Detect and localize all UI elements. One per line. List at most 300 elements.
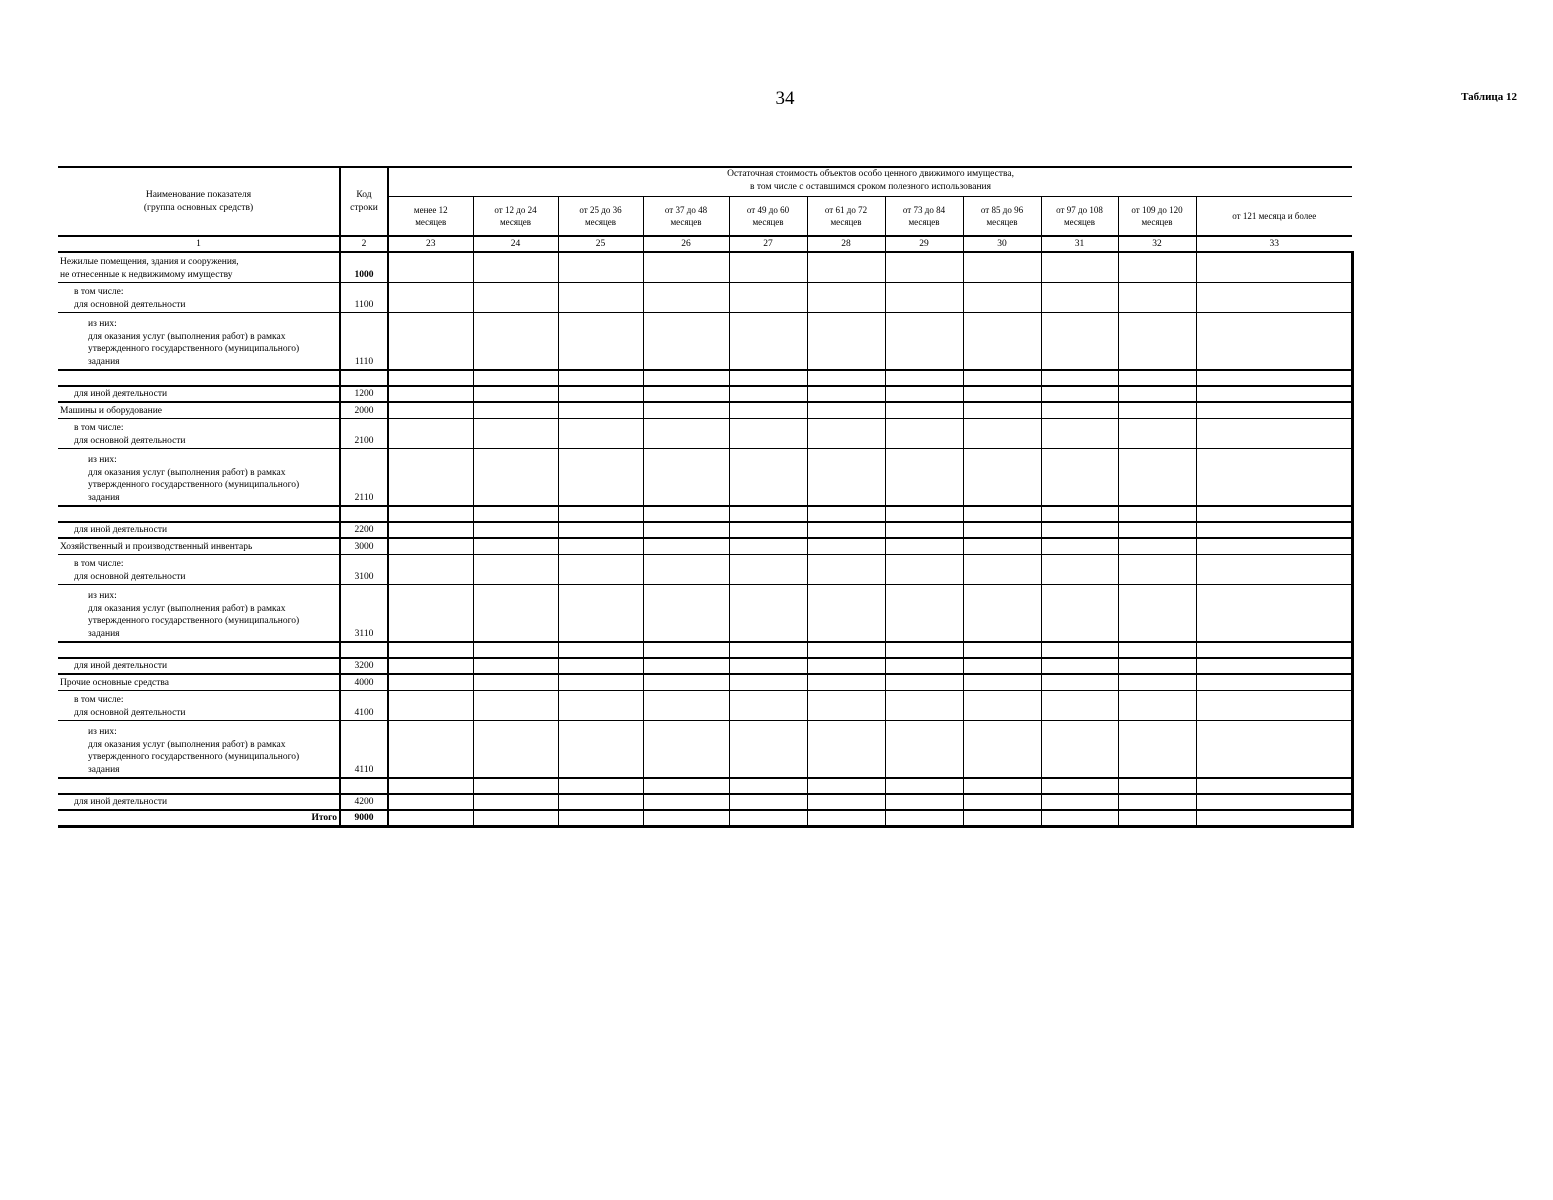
value-cell-32[interactable] xyxy=(1118,402,1196,418)
value-cell-27[interactable] xyxy=(729,252,807,282)
row-name-line: из них: xyxy=(88,318,117,329)
value-cell-24[interactable] xyxy=(473,794,558,810)
value-cell-28[interactable] xyxy=(807,720,885,778)
value-cell-31[interactable] xyxy=(1041,674,1118,690)
value-cell-24[interactable] xyxy=(473,538,558,554)
table-row xyxy=(58,778,1352,794)
value-cell-30[interactable] xyxy=(963,418,1041,448)
value-cell-25[interactable] xyxy=(558,506,643,522)
value-cell-26[interactable] xyxy=(643,522,729,538)
value-cell-30[interactable] xyxy=(963,642,1041,658)
value-cell-31[interactable] xyxy=(1041,506,1118,522)
table-row xyxy=(58,810,1352,826)
value-cell-26[interactable] xyxy=(643,506,729,522)
row-code xyxy=(340,778,388,794)
value-cell-28[interactable] xyxy=(807,522,885,538)
value-cell-33[interactable] xyxy=(1196,658,1352,674)
value-cell-25[interactable] xyxy=(558,448,643,506)
value-cell-27[interactable] xyxy=(729,538,807,554)
value-cell-28[interactable] xyxy=(807,506,885,522)
value-cell-27[interactable] xyxy=(729,312,807,370)
header-period-4 xyxy=(643,197,729,237)
column-number-32: 32 xyxy=(1118,236,1196,252)
value-cell-30[interactable] xyxy=(963,402,1041,418)
value-cell-29[interactable] xyxy=(885,658,963,674)
row-code: 3110 xyxy=(340,584,388,642)
value-cell-30[interactable] xyxy=(963,658,1041,674)
header-period-line1: от 73 до 84 xyxy=(902,204,946,215)
value-cell-27[interactable] xyxy=(729,506,807,522)
value-cell-24[interactable] xyxy=(473,370,558,386)
value-cell-28[interactable] xyxy=(807,642,885,658)
row-code: 3100 xyxy=(340,554,388,584)
row-code: 2100 xyxy=(340,418,388,448)
value-cell-31[interactable] xyxy=(1041,282,1118,312)
value-cell-25[interactable] xyxy=(558,538,643,554)
row-code xyxy=(340,506,388,522)
value-cell-30[interactable] xyxy=(963,282,1041,312)
value-cell-30[interactable] xyxy=(963,794,1041,810)
value-cell-30[interactable] xyxy=(963,554,1041,584)
row-name-line: в том числе: xyxy=(74,694,124,705)
value-cell-23[interactable] xyxy=(388,522,473,538)
value-cell-29[interactable] xyxy=(885,642,963,658)
value-cell-31[interactable] xyxy=(1041,418,1118,448)
value-cell-33[interactable] xyxy=(1196,554,1352,584)
value-cell-27[interactable] xyxy=(729,720,807,778)
value-cell-30[interactable] xyxy=(963,720,1041,778)
value-cell-28[interactable] xyxy=(807,810,885,826)
value-cell-31[interactable] xyxy=(1041,370,1118,386)
value-cell-27[interactable] xyxy=(729,370,807,386)
value-cell-29[interactable] xyxy=(885,522,963,538)
value-cell-23[interactable] xyxy=(388,312,473,370)
value-cell-23[interactable] xyxy=(388,506,473,522)
value-cell-28[interactable] xyxy=(807,386,885,402)
value-cell-30[interactable] xyxy=(963,778,1041,794)
value-cell-27[interactable] xyxy=(729,642,807,658)
value-cell-32[interactable] xyxy=(1118,794,1196,810)
value-cell-32[interactable] xyxy=(1118,642,1196,658)
value-cell-26[interactable] xyxy=(643,584,729,642)
value-cell-33[interactable] xyxy=(1196,720,1352,778)
row-name-line: утвержденного государственного (муниципального) xyxy=(88,616,300,627)
value-cell-32[interactable] xyxy=(1118,584,1196,642)
value-cell-33[interactable] xyxy=(1196,370,1352,386)
value-cell-33[interactable] xyxy=(1196,538,1352,554)
value-cell-33[interactable] xyxy=(1196,584,1352,642)
value-cell-27[interactable] xyxy=(729,522,807,538)
value-cell-32[interactable] xyxy=(1118,252,1196,282)
value-cell-33[interactable] xyxy=(1196,674,1352,690)
value-cell-33[interactable] xyxy=(1196,642,1352,658)
value-cell-23[interactable] xyxy=(388,554,473,584)
value-cell-26[interactable] xyxy=(643,312,729,370)
value-cell-23[interactable] xyxy=(388,418,473,448)
value-cell-33[interactable] xyxy=(1196,506,1352,522)
value-cell-33[interactable] xyxy=(1196,810,1352,826)
value-cell-24[interactable] xyxy=(473,554,558,584)
value-cell-31[interactable] xyxy=(1041,690,1118,720)
value-cell-23[interactable] xyxy=(388,402,473,418)
row-name-line: утвержденного государственного (муниципального) xyxy=(88,480,300,491)
row-name xyxy=(58,794,340,810)
value-cell-28[interactable] xyxy=(807,538,885,554)
value-cell-27[interactable] xyxy=(729,402,807,418)
value-cell-25[interactable] xyxy=(558,402,643,418)
value-cell-29[interactable] xyxy=(885,370,963,386)
value-cell-28[interactable] xyxy=(807,674,885,690)
value-cell-26[interactable] xyxy=(643,690,729,720)
value-cell-33[interactable] xyxy=(1196,794,1352,810)
value-cell-29[interactable] xyxy=(885,810,963,826)
value-cell-30[interactable] xyxy=(963,252,1041,282)
value-cell-24[interactable] xyxy=(473,282,558,312)
value-cell-28[interactable] xyxy=(807,584,885,642)
header-row-1 xyxy=(58,167,1352,197)
table-row xyxy=(58,282,1352,312)
value-cell-33[interactable] xyxy=(1196,690,1352,720)
row-code: 1110 xyxy=(340,312,388,370)
value-cell-27[interactable] xyxy=(729,386,807,402)
value-cell-27[interactable] xyxy=(729,778,807,794)
value-cell-31[interactable] xyxy=(1041,642,1118,658)
value-cell-30[interactable] xyxy=(963,448,1041,506)
value-cell-29[interactable] xyxy=(885,538,963,554)
value-cell-25[interactable] xyxy=(558,642,643,658)
value-cell-26[interactable] xyxy=(643,658,729,674)
value-cell-29[interactable] xyxy=(885,778,963,794)
row-name xyxy=(58,720,340,778)
value-cell-28[interactable] xyxy=(807,658,885,674)
value-cell-26[interactable] xyxy=(643,720,729,778)
table-row xyxy=(58,584,1352,642)
row-name-line: Хозяйственный и производственный инвентарь xyxy=(60,541,253,552)
value-cell-29[interactable] xyxy=(885,418,963,448)
value-cell-31[interactable] xyxy=(1041,778,1118,794)
value-cell-33[interactable] xyxy=(1196,386,1352,402)
value-cell-29[interactable] xyxy=(885,312,963,370)
value-cell-32[interactable] xyxy=(1118,282,1196,312)
value-cell-25[interactable] xyxy=(558,584,643,642)
header-period-line2: месяцев xyxy=(752,217,784,227)
value-cell-27[interactable] xyxy=(729,810,807,826)
value-cell-33[interactable] xyxy=(1196,522,1352,538)
row-name xyxy=(58,370,340,386)
value-cell-31[interactable] xyxy=(1041,538,1118,554)
value-cell-25[interactable] xyxy=(558,418,643,448)
value-cell-26[interactable] xyxy=(643,810,729,826)
row-name xyxy=(58,252,340,282)
value-cell-32[interactable] xyxy=(1118,370,1196,386)
value-cell-26[interactable] xyxy=(643,794,729,810)
value-cell-23[interactable] xyxy=(388,448,473,506)
value-cell-31[interactable] xyxy=(1041,658,1118,674)
value-cell-23[interactable] xyxy=(388,658,473,674)
row-name xyxy=(58,522,340,538)
value-cell-26[interactable] xyxy=(643,674,729,690)
value-cell-23[interactable] xyxy=(388,252,473,282)
header-period-6 xyxy=(807,197,885,237)
table-row xyxy=(58,522,1352,538)
value-cell-26[interactable] xyxy=(643,778,729,794)
value-cell-31[interactable] xyxy=(1041,386,1118,402)
value-cell-25[interactable] xyxy=(558,658,643,674)
row-name-line: не отнесенные к недвижимому имуществу xyxy=(60,269,233,280)
value-cell-28[interactable] xyxy=(807,282,885,312)
value-cell-24[interactable] xyxy=(473,658,558,674)
value-cell-30[interactable] xyxy=(963,538,1041,554)
value-cell-23[interactable] xyxy=(388,794,473,810)
value-cell-25[interactable] xyxy=(558,312,643,370)
value-cell-24[interactable] xyxy=(473,522,558,538)
value-cell-23[interactable] xyxy=(388,674,473,690)
value-cell-31[interactable] xyxy=(1041,522,1118,538)
value-cell-31[interactable] xyxy=(1041,448,1118,506)
value-cell-24[interactable] xyxy=(473,810,558,826)
value-cell-29[interactable] xyxy=(885,448,963,506)
value-cell-23[interactable] xyxy=(388,282,473,312)
value-cell-26[interactable] xyxy=(643,538,729,554)
value-cell-30[interactable] xyxy=(963,386,1041,402)
value-cell-32[interactable] xyxy=(1118,674,1196,690)
value-cell-24[interactable] xyxy=(473,386,558,402)
value-cell-30[interactable] xyxy=(963,810,1041,826)
header-code-line2: строки xyxy=(350,202,378,213)
value-cell-33[interactable] xyxy=(1196,418,1352,448)
value-cell-32[interactable] xyxy=(1118,778,1196,794)
value-cell-24[interactable] xyxy=(473,778,558,794)
row-name-line: в том числе: xyxy=(74,286,124,297)
row-name-line: для оказания услуг (выполнения работ) в рамках xyxy=(88,467,286,478)
value-cell-33[interactable] xyxy=(1196,448,1352,506)
value-cell-24[interactable] xyxy=(473,418,558,448)
value-cell-33[interactable] xyxy=(1196,252,1352,282)
value-cell-23[interactable] xyxy=(388,370,473,386)
value-cell-25[interactable] xyxy=(558,778,643,794)
value-cell-27[interactable] xyxy=(729,690,807,720)
header-period-line1: от 121 месяца и более xyxy=(1232,210,1317,221)
value-cell-27[interactable] xyxy=(729,418,807,448)
row-name-line: задания xyxy=(88,629,120,640)
value-cell-28[interactable] xyxy=(807,312,885,370)
value-cell-25[interactable] xyxy=(558,690,643,720)
header-period-2 xyxy=(473,197,558,237)
value-cell-32[interactable] xyxy=(1118,386,1196,402)
row-name-line: для иной деятельности xyxy=(74,389,168,400)
table-row xyxy=(58,386,1352,402)
value-cell-23[interactable] xyxy=(388,386,473,402)
value-cell-24[interactable] xyxy=(473,312,558,370)
row-code: 3000 xyxy=(340,538,388,554)
value-cell-26[interactable] xyxy=(643,418,729,448)
value-cell-33[interactable] xyxy=(1196,282,1352,312)
value-cell-29[interactable] xyxy=(885,282,963,312)
value-cell-32[interactable] xyxy=(1118,506,1196,522)
row-code: 2200 xyxy=(340,522,388,538)
value-cell-31[interactable] xyxy=(1041,312,1118,370)
value-cell-31[interactable] xyxy=(1041,794,1118,810)
row-name-line: для иной деятельности xyxy=(74,525,168,536)
table-row xyxy=(58,794,1352,810)
column-number-30: 30 xyxy=(963,236,1041,252)
value-cell-28[interactable] xyxy=(807,252,885,282)
value-cell-25[interactable] xyxy=(558,282,643,312)
row-code: 1000 xyxy=(340,252,388,282)
value-cell-32[interactable] xyxy=(1118,554,1196,584)
row-name xyxy=(58,418,340,448)
value-cell-25[interactable] xyxy=(558,386,643,402)
value-cell-23[interactable] xyxy=(388,720,473,778)
column-number-row xyxy=(58,236,1352,252)
row-name-line: из них: xyxy=(88,726,117,737)
value-cell-29[interactable] xyxy=(885,252,963,282)
value-cell-28[interactable] xyxy=(807,554,885,584)
value-cell-23[interactable] xyxy=(388,642,473,658)
header-period-line2: месяцев xyxy=(499,217,532,227)
value-cell-32[interactable] xyxy=(1118,810,1196,826)
value-cell-33[interactable] xyxy=(1196,778,1352,794)
header-period-line2: месяцев xyxy=(1063,217,1096,227)
value-cell-30[interactable] xyxy=(963,584,1041,642)
value-cell-24[interactable] xyxy=(473,448,558,506)
value-cell-29[interactable] xyxy=(885,720,963,778)
value-cell-27[interactable] xyxy=(729,794,807,810)
value-cell-27[interactable] xyxy=(729,282,807,312)
value-cell-26[interactable] xyxy=(643,370,729,386)
value-cell-29[interactable] xyxy=(885,386,963,402)
value-cell-23[interactable] xyxy=(388,584,473,642)
value-cell-31[interactable] xyxy=(1041,720,1118,778)
value-cell-24[interactable] xyxy=(473,252,558,282)
value-cell-26[interactable] xyxy=(643,282,729,312)
row-code: 1100 xyxy=(340,282,388,312)
value-cell-28[interactable] xyxy=(807,690,885,720)
row-code: 1200 xyxy=(340,386,388,402)
value-cell-29[interactable] xyxy=(885,402,963,418)
value-cell-30[interactable] xyxy=(963,690,1041,720)
value-cell-28[interactable] xyxy=(807,794,885,810)
value-cell-29[interactable] xyxy=(885,674,963,690)
row-name-line: из них: xyxy=(88,590,117,601)
value-cell-26[interactable] xyxy=(643,554,729,584)
row-name-line: Машины и оборудование xyxy=(60,405,163,416)
value-cell-23[interactable] xyxy=(388,538,473,554)
value-cell-29[interactable] xyxy=(885,554,963,584)
value-cell-31[interactable] xyxy=(1041,584,1118,642)
header-group-line1: Остаточная стоимость объектов особо ценного движимого имущества, xyxy=(727,169,1014,179)
value-cell-32[interactable] xyxy=(1118,448,1196,506)
value-cell-27[interactable] xyxy=(729,584,807,642)
value-cell-30[interactable] xyxy=(963,312,1041,370)
row-name-line: для основной деятельности xyxy=(74,299,186,310)
value-cell-26[interactable] xyxy=(643,448,729,506)
value-cell-29[interactable] xyxy=(885,506,963,522)
row-name xyxy=(58,554,340,584)
value-cell-25[interactable] xyxy=(558,370,643,386)
row-name-line: задания xyxy=(88,765,120,776)
table-label: Таблица 12 xyxy=(1461,91,1517,103)
value-cell-30[interactable] xyxy=(963,506,1041,522)
value-cell-32[interactable] xyxy=(1118,522,1196,538)
value-cell-32[interactable] xyxy=(1118,538,1196,554)
value-cell-23[interactable] xyxy=(388,778,473,794)
table-row xyxy=(58,418,1352,448)
value-cell-24[interactable] xyxy=(473,720,558,778)
column-number-31: 31 xyxy=(1041,236,1118,252)
value-cell-30[interactable] xyxy=(963,522,1041,538)
column-number-24: 24 xyxy=(473,236,558,252)
value-cell-27[interactable] xyxy=(729,448,807,506)
value-cell-31[interactable] xyxy=(1041,252,1118,282)
value-cell-32[interactable] xyxy=(1118,418,1196,448)
value-cell-24[interactable] xyxy=(473,584,558,642)
value-cell-25[interactable] xyxy=(558,720,643,778)
value-cell-25[interactable] xyxy=(558,554,643,584)
value-cell-28[interactable] xyxy=(807,448,885,506)
value-cell-29[interactable] xyxy=(885,794,963,810)
value-cell-24[interactable] xyxy=(473,506,558,522)
value-cell-27[interactable] xyxy=(729,658,807,674)
value-cell-32[interactable] xyxy=(1118,690,1196,720)
value-cell-30[interactable] xyxy=(963,674,1041,690)
value-cell-30[interactable] xyxy=(963,370,1041,386)
header-period-line1: от 61 до 72 xyxy=(824,204,868,215)
row-code: 4100 xyxy=(340,690,388,720)
value-cell-24[interactable] xyxy=(473,402,558,418)
value-cell-25[interactable] xyxy=(558,674,643,690)
value-cell-32[interactable] xyxy=(1118,658,1196,674)
value-cell-32[interactable] xyxy=(1118,720,1196,778)
value-cell-25[interactable] xyxy=(558,794,643,810)
value-cell-24[interactable] xyxy=(473,674,558,690)
row-name-line: для основной деятельности xyxy=(74,571,186,582)
value-cell-25[interactable] xyxy=(558,522,643,538)
value-cell-33[interactable] xyxy=(1196,402,1352,418)
header-period-7 xyxy=(885,197,963,237)
value-cell-28[interactable] xyxy=(807,778,885,794)
value-cell-32[interactable] xyxy=(1118,312,1196,370)
value-cell-24[interactable] xyxy=(473,690,558,720)
value-cell-23[interactable] xyxy=(388,810,473,826)
value-cell-29[interactable] xyxy=(885,690,963,720)
value-cell-27[interactable] xyxy=(729,674,807,690)
table-row xyxy=(58,674,1352,690)
column-number-name: 1 xyxy=(58,236,340,252)
value-cell-26[interactable] xyxy=(643,386,729,402)
row-name xyxy=(58,690,340,720)
header-period-10 xyxy=(1118,197,1196,237)
value-cell-29[interactable] xyxy=(885,584,963,642)
row-code: 4110 xyxy=(340,720,388,778)
value-cell-26[interactable] xyxy=(643,402,729,418)
value-cell-23[interactable] xyxy=(388,690,473,720)
value-cell-26[interactable] xyxy=(643,642,729,658)
value-cell-24[interactable] xyxy=(473,642,558,658)
value-cell-31[interactable] xyxy=(1041,402,1118,418)
value-cell-28[interactable] xyxy=(807,370,885,386)
value-cell-28[interactable] xyxy=(807,402,885,418)
value-cell-33[interactable] xyxy=(1196,312,1352,370)
value-cell-26[interactable] xyxy=(643,252,729,282)
value-cell-25[interactable] xyxy=(558,810,643,826)
value-cell-27[interactable] xyxy=(729,554,807,584)
value-cell-28[interactable] xyxy=(807,418,885,448)
value-cell-31[interactable] xyxy=(1041,810,1118,826)
value-cell-25[interactable] xyxy=(558,252,643,282)
table-row xyxy=(58,370,1352,386)
value-cell-31[interactable] xyxy=(1041,554,1118,584)
